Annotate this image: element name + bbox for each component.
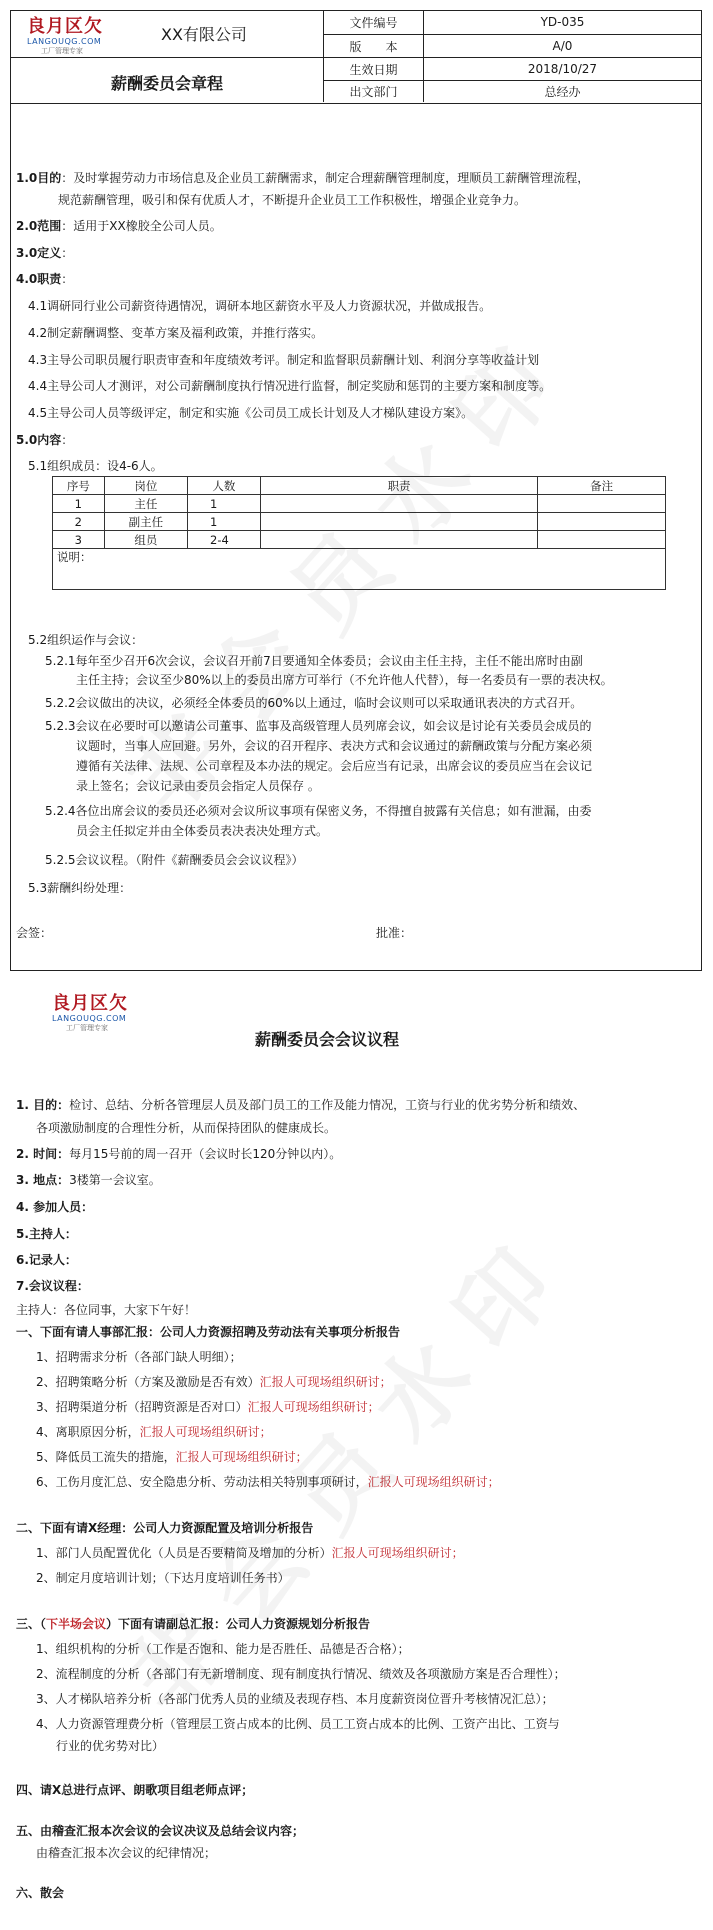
host-greeting: 主持人：各位同事，大家下午好！ xyxy=(16,1303,197,1317)
duty-item: 4.2制定薪酬调整、变革方案及福利政策，并推行落实。 xyxy=(28,326,324,340)
col-header-position: 岗位 xyxy=(104,477,187,495)
duty-item: 4.4主导公司人才测评，对公司薪酬制度执行情况进行监督，制定奖励和惩罚的主要方案和制度等。 xyxy=(28,379,552,393)
table-row: 1 主任 1 xyxy=(53,495,666,513)
meta-label-version: 版 本 xyxy=(323,34,423,57)
header-divider xyxy=(11,57,323,58)
section-definition: 3.0定义： xyxy=(16,246,74,260)
members-heading: 5.1组织成员：设4-6人。 xyxy=(28,459,163,473)
clause-5-2-4: 5.2.4各位出席会议的委员还必须对会议所议事项有保密义务，不得擅自披露有关信息；如有泄漏，由委 xyxy=(45,804,592,818)
list-item: 4、人力资源管理费分析（管理层工资占成本的比例、员工工资占成本的比例、工资产出比、工资与 xyxy=(36,1717,560,1731)
agenda-attendees: 4. 参加人员： xyxy=(16,1200,94,1214)
duty-item: 4.5主导公司人员等级评定，制定和实施《公司员工成长计划及人才梯队建设方案》。 xyxy=(28,406,474,420)
table-row: 2 副主任 1 xyxy=(53,513,666,531)
clause-5-2-2: 5.2.2会议做出的决议，必须经全体委员的60%以上通过，临时会议则可以采取通讯表决的方式召开。 xyxy=(45,696,583,710)
clause-5-2-5: 5.2.5会议议程。（附件《薪酬委员会会议议程》） xyxy=(45,853,304,867)
col-header-remark: 备注 xyxy=(538,477,666,495)
meta-label-doc-no: 文件编号 xyxy=(323,10,423,34)
list-item: 5、降低员工流失的措施，汇报人可现场组织研讨； xyxy=(36,1450,308,1464)
agenda-purpose-cont: 各项激励制度的合理性分析，从而保持团队的健康成长。 xyxy=(36,1121,337,1135)
agenda-purpose: 1. 目的：检讨、总结、分析各管理层人员及部门员工的工作及能力情况，工资与行业的优劣势分析和绩效、 xyxy=(16,1098,586,1112)
part5-sub: 由稽查汇报本次会议的纪律情况； xyxy=(36,1846,217,1860)
part1-title: 一、下面有请人事部汇报：公司人力资源招聘及劳动法有关事项分析报告 xyxy=(16,1325,401,1339)
list-item: 2、制定月度培训计划；（下达月度培训任务书） xyxy=(36,1571,290,1585)
col-header-duty: 职责 xyxy=(260,477,537,495)
clause-5-2-3-cont: 录上签名；会议记录由委员会指定人员保存 。 xyxy=(76,779,320,793)
section-content: 5.0内容： xyxy=(16,433,74,447)
approval-label: 批准： xyxy=(376,926,413,940)
meta-value-department: 总经办 xyxy=(423,80,701,102)
col-header-no: 序号 xyxy=(53,477,105,495)
meta-label-department: 出文部门 xyxy=(323,80,423,102)
agenda-title: 薪酬委员会会议议程 xyxy=(255,1030,400,1049)
section-scope: 2.0范围：适用于XX橡胶全公司人员。 xyxy=(16,219,222,233)
meta-label-effective-date: 生效日期 xyxy=(323,57,423,80)
agenda-time: 2. 时间：每月15号前的周一召开（会议时长120分钟以内）。 xyxy=(16,1147,342,1161)
part2-title: 二、下面有请X经理：公司人力资源配置及培训分析报告 xyxy=(16,1521,314,1535)
company-logo: 良月区欠 LANGOUQG.COM 工厂管理专家 xyxy=(52,993,128,1032)
list-item: 4、离职原因分析，汇报人可现场组织研讨； xyxy=(36,1425,272,1439)
part5-title: 五、由稽查汇报本次会议的会议决议及总结会议内容； xyxy=(16,1824,305,1838)
agenda-proceedings: 7.会议议程： xyxy=(16,1279,89,1293)
document-title: 薪酬委员会章程 xyxy=(111,74,224,93)
clause-5-2-4-cont: 员会主任拟定并由全体委员表决表决处理方式。 xyxy=(76,824,329,838)
table-row: 3 组员 2-4 xyxy=(53,531,666,549)
agenda-host: 5.主持人： xyxy=(16,1227,77,1241)
meta-value-doc-no: YD-035 xyxy=(423,10,701,34)
list-item: 1、组织机构的分析（工作是否饱和、能力是否胜任、品德是否合格）； xyxy=(36,1642,410,1656)
clause-5-2-1: 5.2.1每年至少召开6次会议，会议召开前7日要通知全体委员；会议由主任主持，主任不能出席时由副 xyxy=(45,654,583,668)
duty-item: 4.3主导公司职员履行职责审查和年度绩效考评。制定和监督职员薪酬计划、利润分享等收益计划 xyxy=(28,353,540,367)
list-item: 1、招聘需求分析（各部门缺人明细）； xyxy=(36,1350,242,1364)
clause-5-2-1-cont: 主任主持；会议至少80%以上的委员出席方可举行（不允许他人代替），每一名委员有一票的表决权。 xyxy=(76,673,613,687)
countersign-label: 会签： xyxy=(16,926,53,940)
section-purpose-cont: 规范薪酬管理，吸引和保有优质人才，不断提升企业员工工作积极性，增强企业竞争力。 xyxy=(58,193,527,207)
part3-title: 三、（下半场会议）下面有请副总汇报：公司人力资源规划分析报告 xyxy=(16,1617,371,1631)
list-item: 3、人才梯队培养分析（各部门优秀人员的业绩及表现存档、本月度薪资岗位晋升考核情况汇总）； xyxy=(36,1692,554,1706)
list-item: 6、工伤月度汇总、安全隐患分析、劳动法相关特别事项研讨，汇报人可现场组织研讨； xyxy=(36,1475,500,1489)
meta-value-effective-date: 2018/10/27 xyxy=(423,57,701,80)
clause-5-2-3-cont: 遵循有关法律、法规、公司章程及本办法的规定。会后应当有记录，出席会议的委员应当在会议记 xyxy=(76,759,593,773)
dispute-heading: 5.3薪酬纠纷处理： xyxy=(28,881,132,895)
part4-title: 四、请X总进行点评、朗歌项目组老师点评； xyxy=(16,1783,254,1797)
list-item: 3、招聘渠道分析（招聘资源是否对口）汇报人可现场组织研讨； xyxy=(36,1400,380,1414)
duty-item: 4.1调研同行业公司薪资待遇情况，调研本地区薪资水平及人力资源状况，并做成报告。 xyxy=(28,299,492,313)
col-header-count: 人数 xyxy=(188,477,261,495)
company-name: XX有限公司 xyxy=(161,25,247,44)
list-item: 2、招聘策略分析（方案及激励是否有效）汇报人可现场组织研讨； xyxy=(36,1375,392,1389)
agenda-recorder: 6.记录人： xyxy=(16,1253,77,1267)
table-note-row: 说明： xyxy=(53,549,666,590)
list-item: 1、部门人员配置优化（人员是否要精简及增加的分析）汇报人可现场组织研讨； xyxy=(36,1546,464,1560)
section-purpose: 1.0目的：及时掌握劳动力市场信息及企业员工薪酬需求，制定合理薪酬管理制度，理顺员工薪酬管理流程， xyxy=(16,171,590,185)
part6-title: 六、散会 xyxy=(16,1886,65,1900)
clause-5-2-3: 5.2.3会议在必要时可以邀请公司董事、监事及高级管理人员列席会议，如会议是讨论有关委员会成员的 xyxy=(45,719,592,733)
list-item: 2、流程制度的分析（各部门有无新增制度、现有制度执行情况、绩效及各项激励方案是否合理性）； xyxy=(36,1667,566,1681)
header-table xyxy=(10,10,702,104)
company-logo: 良月区欠 LANGOUQG.COM 工厂管理专家 xyxy=(27,16,103,55)
operation-heading: 5.2组织运作与会议： xyxy=(28,633,144,647)
clause-5-2-3-cont: 议题时，当事人应回避。另外，会议的召开程序、表决方式和会议通过的薪酬政策与分配方案必须 xyxy=(76,739,593,753)
agenda-location: 3. 地点：3楼第一会议室。 xyxy=(16,1173,161,1187)
list-item-cont: 行业的优劣势对比） xyxy=(56,1739,165,1753)
section-duties: 4.0职责： xyxy=(16,272,74,286)
meta-value-version: A/0 xyxy=(423,34,701,57)
